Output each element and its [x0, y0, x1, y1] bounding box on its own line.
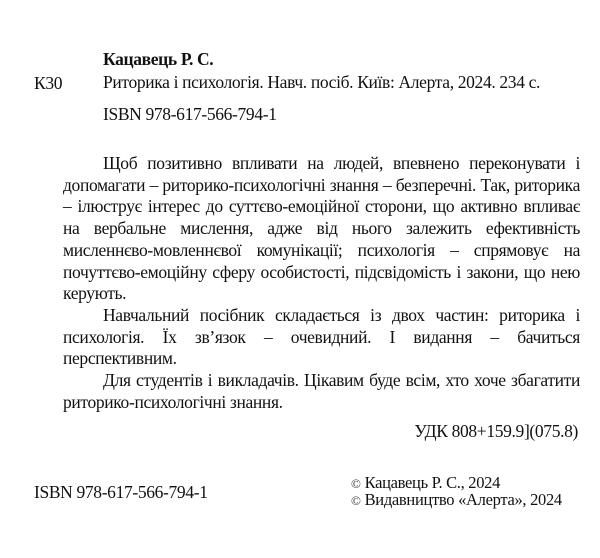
annotation-paragraph: Навчальний посібник складається із двох частин: риторика і психологія. Їх зв’язок – очевидний. І видання – бачиться перспективним. — [63, 304, 580, 369]
annotation — [63, 153, 580, 413]
copyright-publisher — [351, 491, 562, 510]
annotation-paragraph: Щоб позитивно впливати на людей, впевнено переконувати і допомагати – риторико-психологічні знання – безперечні. Так, риторика – ілюструє інтерес до суттєво-емоційної сторони, що активно впливає на вербальне мислення, адже від нього залежить ефективність мисленнєво-мовленнєвої комунікації; психологія – спрямовує на почуттєво-емоційну сферу особистості, підсвідомість і закони, що нею керують. — [63, 153, 580, 304]
copyright-icon: © — [351, 476, 361, 491]
author-code: К30 — [34, 73, 63, 93]
isbn-top: ISBN 978-617-566-794-1 — [103, 104, 277, 124]
copyright-author-text: Кацавець Р. С., 2024 — [364, 473, 501, 492]
udk-code: УДК 808+159.9](075.8) — [414, 421, 578, 441]
bibliographic-title: Риторика і психологія. Навч. посіб. Київ: Алерта, 2024. 234 с. — [103, 72, 541, 92]
author-name: Кацавець Р. С. — [103, 49, 214, 69]
isbn-bottom: ISBN 978-617-566-794-1 — [34, 482, 208, 502]
annotation-paragraph: Для студентів і викладачів. Цікавим буде всім, хто хоче збагатити риторико-психологічні знання. — [63, 370, 580, 412]
copyright-publisher-text: Видавництво «Алерта», 2024 — [364, 490, 562, 509]
copyright-icon: © — [351, 493, 361, 508]
